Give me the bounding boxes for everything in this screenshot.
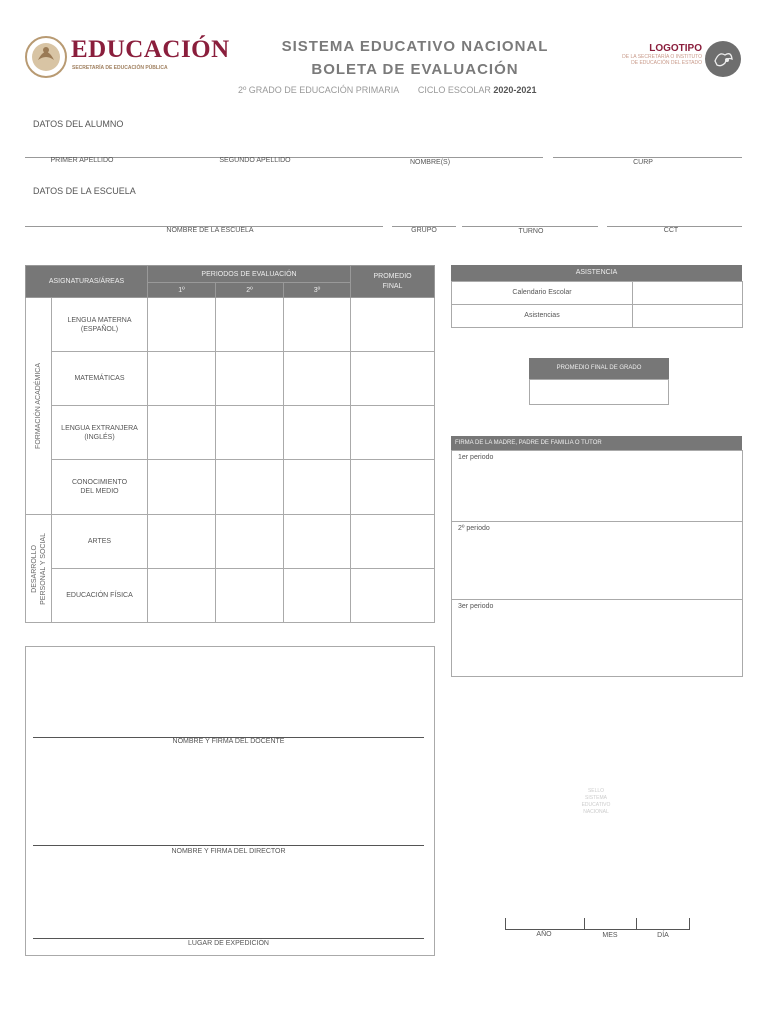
logotipo-label: LOGOTIPO	[649, 43, 702, 54]
grade-cell[interactable]	[148, 406, 216, 460]
date-field[interactable]	[505, 918, 690, 930]
grade-cell[interactable]	[148, 298, 216, 352]
grade-text: 2º GRADO DE EDUCACIÓN PRIMARIA	[238, 85, 399, 95]
period-3-header: 3º	[284, 283, 351, 298]
first-surname-label: PRIMER APELLIDO	[50, 157, 114, 164]
average-cell[interactable]	[351, 298, 435, 352]
subject-pe: EDUCACIÓN FÍSICA	[52, 569, 148, 623]
area-personal-cell	[26, 515, 52, 623]
final-average-header: PROMEDIO FINAL DE GRADO	[529, 358, 669, 379]
state-emblem-icon	[705, 41, 741, 77]
grade-cell[interactable]	[216, 406, 284, 460]
place-label: LUGAR DE EXPEDICIÓN	[188, 940, 269, 947]
grade-cell[interactable]	[284, 515, 351, 569]
guardian-header: FIRMA DE LA MADRE, PADRE DE FAMILIA O TUTOR	[451, 436, 742, 450]
grade-cell[interactable]	[148, 515, 216, 569]
calendar-value-cell[interactable]	[632, 281, 743, 305]
logo-subtitle: SECRETARÍA DE EDUCACIÓN PÚBLICA	[72, 65, 168, 71]
second-surname-label: SEGUNDO APELLIDO	[219, 157, 291, 164]
area-academic-label: FORMACIÓN ACADÉMICA	[35, 363, 42, 449]
sep-logo	[24, 34, 230, 82]
seal-line-4: NACIONAL	[583, 809, 609, 815]
date-day-label: DÍA	[657, 932, 669, 939]
grade-cell[interactable]	[284, 569, 351, 623]
guardian-period-3-label: 3er periodo	[458, 603, 494, 610]
average-cell[interactable]	[351, 352, 435, 406]
grade-cell[interactable]	[216, 298, 284, 352]
guardian-period-2-label: 2º periodo	[458, 525, 490, 532]
state-logo-placeholder	[600, 43, 702, 66]
curp-line[interactable]	[553, 157, 742, 158]
subject-math: MATEMÁTICAS	[52, 352, 148, 406]
cycle-label: CICLO ESCOLAR	[417, 85, 491, 95]
average-header: PROMEDIO FINAL	[351, 266, 435, 298]
guardian-period-1-box[interactable]	[451, 450, 743, 522]
shift-line[interactable]	[462, 226, 598, 227]
logotipo-sub2: DE EDUCACIÓN DEL ESTADO	[631, 60, 702, 66]
grade-cell[interactable]	[148, 352, 216, 406]
coat-of-arms-icon	[24, 34, 68, 80]
teacher-signature-label: NOMBRE Y FIRMA DEL DOCENTE	[172, 738, 285, 745]
grade-cell[interactable]	[148, 460, 216, 515]
average-cell[interactable]	[351, 515, 435, 569]
grade-cycle-line	[238, 85, 598, 95]
seal-line-1: SELLO	[587, 788, 605, 794]
grade-cell[interactable]	[216, 352, 284, 406]
attendances-label: Asistencias	[524, 312, 560, 319]
period-2-header: 2º	[216, 283, 284, 298]
curp-label: CURP	[633, 159, 653, 166]
grades-table	[25, 265, 435, 623]
signatures-box	[25, 646, 435, 956]
area-academic-cell	[26, 298, 52, 515]
seal-line-2: SISTEMA	[585, 795, 607, 801]
subject-environment: CONOCIMIENTO DEL MEDIO	[52, 460, 148, 515]
average-cell[interactable]	[351, 406, 435, 460]
area-personal-label: DESARROLLO PERSONAL Y SOCIAL	[30, 532, 47, 605]
cycle-value: 2020-2021	[493, 85, 537, 95]
seal-area	[566, 788, 626, 816]
date-month-label: MES	[602, 932, 618, 939]
grade-cell[interactable]	[216, 460, 284, 515]
grade-cell[interactable]	[216, 569, 284, 623]
attendances-value-cell[interactable]	[632, 304, 743, 328]
subject-arts: ARTES	[52, 515, 148, 569]
cct-label: CCT	[663, 227, 679, 234]
student-section-title: DATOS DEL ALUMNO	[33, 119, 124, 129]
logo-word: EDUCACIÓN	[71, 36, 230, 63]
group-label: GRUPO	[411, 227, 437, 234]
guardian-period-2-box[interactable]	[451, 521, 743, 600]
names-label: NOMBRE(S)	[409, 159, 451, 166]
average-cell[interactable]	[351, 569, 435, 623]
system-title: SISTEMA EDUCATIVO NACIONAL	[281, 38, 549, 55]
final-average-cell[interactable]	[529, 379, 669, 405]
school-section-title: DATOS DE LA ESCUELA	[33, 186, 136, 196]
period-1-header: 1º	[148, 283, 216, 298]
attendances-label-cell	[451, 304, 633, 328]
school-name-label: NOMBRE DE LA ESCUELA	[166, 227, 254, 234]
subject-english: LENGUA EXTRANJERA (INGLÉS)	[52, 406, 148, 460]
grade-cell[interactable]	[284, 352, 351, 406]
calendar-label-cell	[451, 281, 633, 305]
subjects-header: ASIGNATURAS/ÁREAS	[26, 266, 148, 298]
shift-label: TURNO	[518, 228, 544, 235]
average-cell[interactable]	[351, 460, 435, 515]
grade-cell[interactable]	[284, 298, 351, 352]
calendar-label: Calendario Escolar	[512, 289, 572, 296]
director-signature-line[interactable]	[33, 845, 424, 846]
grade-cell[interactable]	[148, 569, 216, 623]
attendance-header: ASISTENCIA	[451, 265, 742, 281]
guardian-period-1-label: 1er periodo	[458, 454, 494, 461]
logotipo-sub1: DE LA SECRETARÍA O INSTITUTO	[622, 54, 702, 60]
grade-cell[interactable]	[284, 460, 351, 515]
date-year-label: AÑO	[536, 931, 552, 938]
periods-header: PERIODOS DE EVALUACIÓN	[148, 266, 351, 283]
subject-spanish: LENGUA MATERNA (ESPAÑOL)	[52, 298, 148, 352]
director-signature-label: NOMBRE Y FIRMA DEL DIRECTOR	[171, 848, 286, 855]
seal-line-3: EDUCATIVO	[581, 802, 611, 808]
grade-cell[interactable]	[216, 515, 284, 569]
grade-cell[interactable]	[284, 406, 351, 460]
place-line[interactable]	[33, 938, 424, 939]
report-title: BOLETA DE EVALUACIÓN	[311, 61, 519, 78]
guardian-period-3-box[interactable]	[451, 599, 743, 677]
